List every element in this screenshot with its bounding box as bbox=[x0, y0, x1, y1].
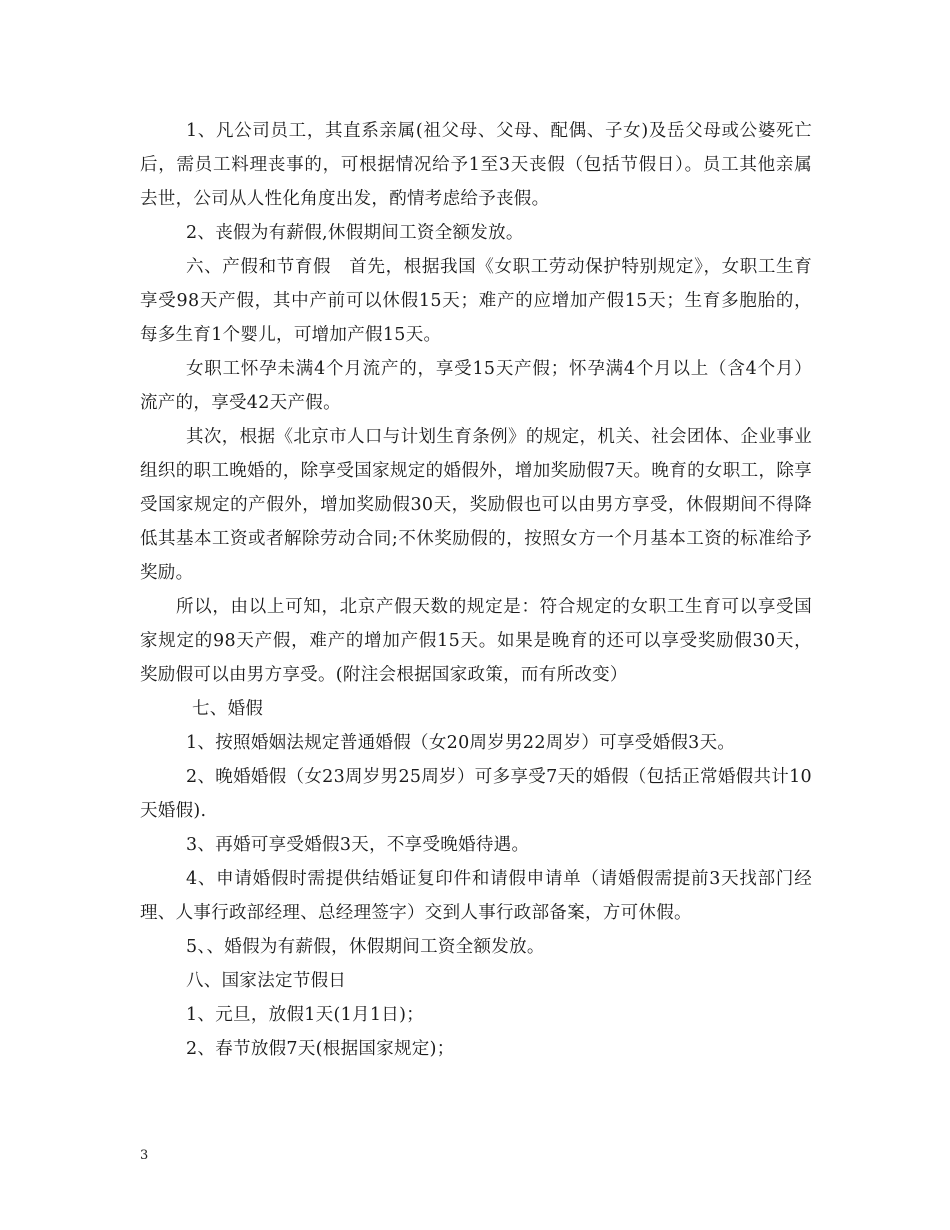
paragraph-holiday-new-year: 1、元旦，放假1天(1月1日)； bbox=[186, 1005, 424, 1025]
paragraph-marriage-leave-3: 3、再婚可享受婚假3天，不享受晚婚待遇。 bbox=[186, 835, 530, 855]
paragraph-beijing-regulation: 其次，根据《北京市人口与计划生育条例》的规定，机关、社会团体、企业事业组织的职工晚婚的，除享受国家规定的婚假外，增加奖励假7天。晚育的女职工，除享受国家规定的产假外，增加奖励假30天，奖励假也可以由男方享受，休假期间不得降低其基本工资或者解除劳动合同;不休奖励假的，按照女方一个月基本工资的标准给予奖励。 bbox=[140, 427, 812, 583]
section-heading-marriage-leave: 七、婚假 bbox=[192, 699, 264, 719]
paragraph-beijing-summary: 所以，由以上可知，北京产假天数的规定是：符合规定的女职工生育可以享受国家规定的98天产假，难产的增加产假15天。如果是晚育的还可以享受奖励假30天，奖励假可以由男方享受。(附注会根据国家政策，而有所改变） bbox=[140, 597, 812, 685]
paragraph-funeral-leave-1: 1、凡公司员工，其直系亲属(祖父母、父母、配偶、子女)及岳父母或公婆死亡后，需员工料理丧事的，可根据情况给予1至3天丧假（包括节假日）。员工其他亲属去世，公司从人性化角度出发，酌情考虑给予丧假。 bbox=[140, 121, 812, 209]
paragraph-miscarriage-leave: 女职工怀孕未满4个月流产的，享受15天产假；怀孕满4个月以上（含4个月）流产的，享受42天产假。 bbox=[140, 359, 812, 413]
paragraph-marriage-leave-1: 1、按照婚姻法规定普通婚假（女20周岁男22周岁）可享受婚假3天。 bbox=[186, 733, 736, 753]
paragraph-marriage-leave-5: 5、、婚假为有薪假，休假期间工资全额发放。 bbox=[186, 937, 545, 957]
section-heading-public-holidays: 八、国家法定节假日 bbox=[186, 971, 347, 991]
paragraph-holiday-spring-festival: 2、春节放假7天(根据国家规定)； bbox=[186, 1039, 455, 1059]
document-body bbox=[140, 114, 812, 1066]
paragraph-marriage-leave-2: 2、晚婚婚假（女23周岁男25周岁）可多享受7天的婚假（包括正常婚假共计10天婚假). bbox=[140, 767, 812, 821]
paragraph-marriage-leave-4: 4、申请婚假时需提供结婚证复印件和请假申请单（请婚假需提前3天找部门经理、人事行政部经理、总经理签字）交到人事行政部备案，方可休假。 bbox=[140, 869, 812, 923]
paragraph-funeral-leave-2: 2、丧假为有薪假,休假期间工资全额发放。 bbox=[186, 223, 524, 243]
page-number: 3 bbox=[140, 1148, 149, 1163]
paragraph-maternity-leave-heading: 六、产假和节育假 首先，根据我国《女职工劳动保护特别规定》，女职工生育享受98天产假，其中产前可以休假15天；难产的应增加产假15天；生育多胞胎的，每多生育1个婴儿，可增加产假15天。 bbox=[140, 257, 812, 345]
